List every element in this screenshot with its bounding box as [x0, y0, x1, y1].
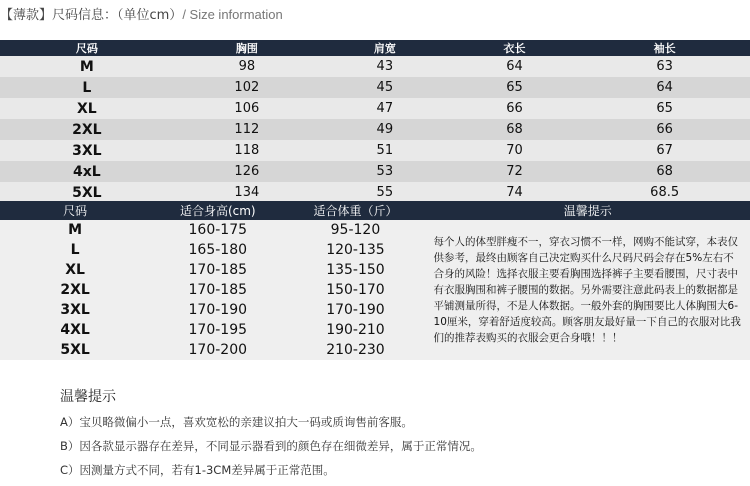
cell-size: L [70, 242, 80, 258]
cell: 106 [234, 101, 260, 116]
cell: 190-210 [326, 322, 385, 338]
col-header-weight: 适合体重（斤） [285, 201, 425, 220]
cell: 102 [174, 77, 320, 98]
cell: 118 [234, 143, 260, 158]
cell: 126 [174, 161, 320, 182]
cell: 64 [579, 77, 750, 98]
cell: 66 [579, 119, 750, 140]
tips-title: 温馨提示 [60, 389, 116, 405]
cell: 63 [656, 59, 673, 74]
title-cn: 【薄款】尺码信息：（单位cm） [0, 8, 183, 23]
cell: 170-185 [188, 262, 248, 278]
cell: 53 [320, 161, 450, 182]
cell: 45 [320, 77, 450, 98]
cell: 68.5 [650, 185, 680, 200]
col-header-sleeve: 袖长 [579, 40, 750, 56]
cell: 74 [506, 185, 523, 200]
table-row [0, 220, 750, 240]
cell-size: L [0, 77, 174, 98]
cell: 112 [174, 119, 320, 140]
table-row [0, 77, 750, 98]
cell: 165-180 [188, 242, 248, 258]
cell: 150-170 [326, 282, 385, 298]
col-header-note: 温馨提示 [426, 201, 750, 220]
tip-item: C）因测量方式不同，若有1-3CM差异属于正常范围。 [60, 463, 335, 477]
tip-item: A）宝贝略微偏小一点，喜欢宽松的亲建议拍大一码或质询售前客服。 [60, 415, 413, 429]
cell: 55 [376, 185, 394, 200]
cell: 43 [376, 59, 394, 74]
cell: 170-200 [188, 342, 248, 358]
fit-table-header [0, 201, 750, 220]
cell: 170-185 [188, 282, 248, 298]
col-header-size: 尺码 [0, 201, 150, 220]
table-row [0, 140, 750, 161]
cell-size: 3XL [72, 142, 102, 159]
cell: 64 [506, 59, 523, 74]
cell-size: M [68, 222, 83, 238]
page-title [0, 4, 283, 23]
cell: 66 [506, 101, 523, 116]
cell-size: 3XL [60, 302, 90, 318]
tips-section [60, 386, 482, 486]
cell: 68 [579, 161, 750, 182]
cell: 47 [376, 101, 394, 116]
cell-size: 2XL [60, 282, 90, 298]
col-header-shoulder: 肩宽 [320, 40, 450, 56]
cell: 160-175 [188, 222, 248, 238]
cell: 72 [450, 161, 580, 182]
col-header-length: 衣长 [450, 40, 580, 56]
cell: 65 [656, 101, 673, 116]
cell: 170-195 [188, 322, 248, 338]
cell-size: 4xL [0, 161, 174, 182]
cell: 170-190 [326, 302, 385, 318]
cell: 65 [450, 77, 580, 98]
cell: 68 [450, 119, 580, 140]
col-header-size: 尺码 [0, 40, 174, 56]
cell: 67 [656, 143, 673, 158]
cell-size: M [79, 58, 94, 75]
col-header-chest: 胸围 [174, 40, 320, 56]
cell: 120-135 [326, 242, 385, 258]
cell-size: 5XL [72, 184, 102, 201]
cell: 134 [234, 185, 260, 200]
cell: 70 [506, 143, 523, 158]
cell: 170-190 [188, 302, 248, 318]
cell: 51 [376, 143, 394, 158]
table-row [0, 98, 750, 119]
table-row [0, 182, 750, 203]
fit-table [0, 201, 750, 360]
cell-size: 5XL [60, 342, 90, 358]
cell: 210-230 [326, 342, 385, 358]
cell-size: 2XL [0, 119, 174, 140]
cell: 135-150 [326, 262, 385, 278]
size-table-header [0, 40, 750, 56]
cell: 98 [238, 59, 256, 74]
table-row [0, 119, 750, 140]
cell-size: 4XL [60, 322, 90, 338]
tip-item: B）因各款显示器存在差异，不同显示器看到的颜色存在细微差异，属于正常情况。 [60, 439, 482, 453]
cell: 95-120 [330, 222, 381, 238]
cell-size: XL [65, 262, 85, 278]
table-row [0, 56, 750, 77]
cell: 49 [320, 119, 450, 140]
fit-note: 每个人的体型胖瘦不一，穿衣习惯不一样，网购不能试穿，本表仅供参考，最终由顾客自己决定购买什么尺码尺码会存在5%左右不合身的风险！选择衣服主要看胸围选择裤子主要看腰围，尺寸表中有衣服胸围和裤子腰围的数据。另外需要注意此码表上的数据都是平铺测量所得，不是人体数据。一般外套的胸围要比人体胸围大6-10厘米，穿着舒适度较高。顾客朋友最好量一下自己的衣服对比我们的推荐表购买的衣服会更合身哦！！！ [433, 236, 741, 344]
col-header-height: 适合身高(cm) [150, 201, 285, 220]
title-en: / Size information [182, 7, 283, 22]
cell-size: XL [76, 100, 97, 117]
table-row [0, 161, 750, 182]
size-table [0, 40, 750, 203]
